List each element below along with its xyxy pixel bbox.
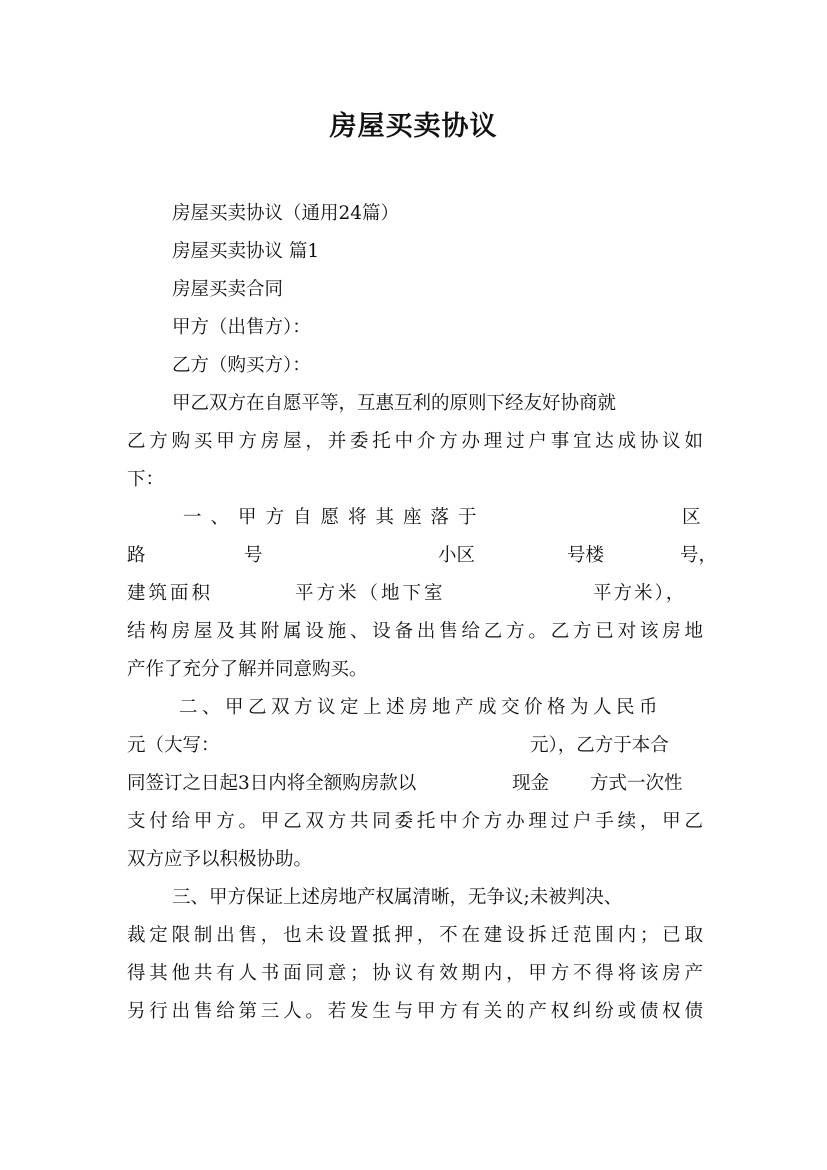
paragraph-line: 下： [127, 469, 165, 490]
paragraph-line: 裁定限制出售，也未设置抵押，不在建设拆迁范围内；已取 [127, 925, 703, 946]
payment-line: 同签订之日起3日内将全额购房款以 [127, 773, 417, 794]
paragraph-line: 甲乙双方在自愿平等，互惠互利的原则下经友好协商就 [172, 393, 617, 414]
building-label: 号楼 [567, 545, 605, 566]
subtitle-line: 房屋买卖协议（通用24篇） [172, 203, 400, 224]
payment-line-end: 方式一次性 [590, 773, 683, 794]
contract-heading: 房屋买卖合同 [172, 279, 284, 300]
basement-unit-label: 平方米）， [593, 583, 687, 604]
paragraph-line: 支付给甲方。甲乙双方共同委托中介方办理过户手续，甲乙 [127, 811, 703, 832]
road-label: 路 [127, 545, 146, 566]
paragraph-line: 双方应予以积极协助。 [127, 849, 313, 870]
clause-3-line: 三、甲方保证上述房地产权属清晰，无争议;未被判决、 [172, 887, 623, 908]
price-words-label: 元（大写： [127, 735, 220, 756]
payment-method: 现金 [512, 773, 550, 794]
clause-1-line: 一、甲方自愿将其座落于 [183, 507, 486, 528]
paragraph-line: 乙方购买甲方房屋，并委托中介方办理过户事宜达成协议如 [127, 431, 703, 452]
paragraph-line: 结构房屋及其附属设施、设备出售给乙方。乙方已对该房地 [127, 621, 703, 642]
document-title: 房屋买卖协议 [329, 111, 498, 142]
paragraph-line: 产作了充分了解并同意购买。 [127, 659, 368, 680]
price-words-end: 元），乙方于本合 [530, 735, 669, 756]
clause-2-line: 二、甲乙双方议定上述房地产成交价格为人民币 [179, 697, 663, 718]
paragraph-line: 另行出售给第三人。若发生与甲方有关的产权纠纷或债权债 [127, 1001, 703, 1022]
area-label: 建筑面积 [127, 583, 214, 604]
party-b-line: 乙方（购买方）： [172, 355, 311, 376]
community-label: 小区 [438, 545, 476, 566]
district-label: 区 [682, 507, 701, 528]
area-unit-label: 平方米（地下室 [295, 583, 446, 604]
paragraph-line: 得其他共有人书面同意；协议有效期内，甲方不得将该房产 [127, 963, 703, 984]
unit-label: 号， [680, 545, 718, 566]
number-label: 号 [244, 545, 263, 566]
party-a-line: 甲方（出售方）： [172, 317, 311, 338]
section-heading: 房屋买卖协议 篇1 [172, 241, 320, 262]
